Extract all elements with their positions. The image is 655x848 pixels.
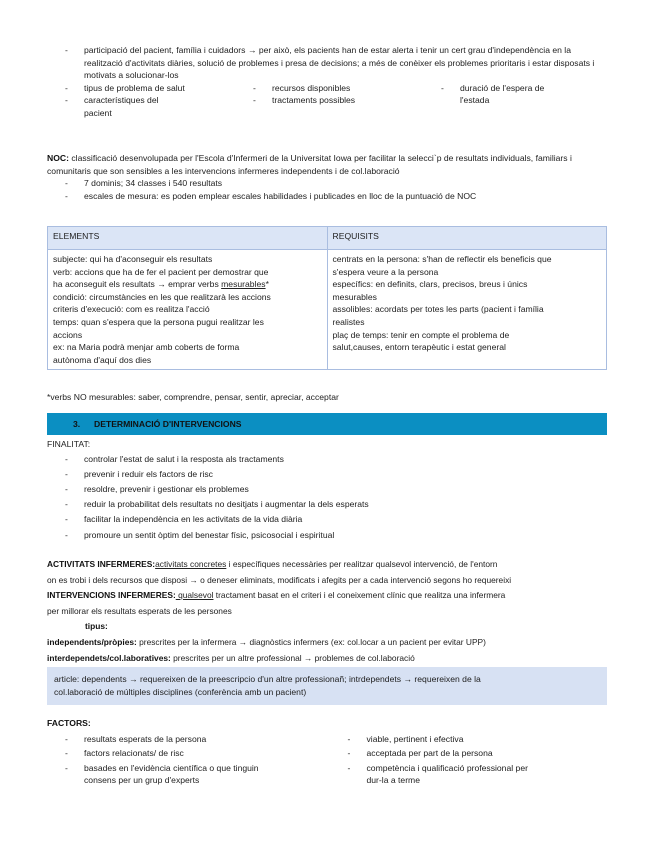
cell-line: assolibles: acordats per totes les parts (pacient i família [332,304,544,315]
list-item: - promoure un sentit òptim del benestar físic, psicosocial i espiritual [47,529,612,542]
activitats-term: ACTIVITATS INFERMERES: [47,559,156,569]
cell-line [53,278,322,291]
intro-list [47,44,612,82]
activitats-line-1 [47,558,617,571]
intro-col-1 [47,82,235,120]
footnote-marker: * [265,279,269,290]
intervencions-text: tractament basat en el criteri i el coneixement clínic que realitza una infermera [213,590,506,601]
list-item: - basades en l'evidència científica o que tinguin consens per un grup d'experts [47,762,330,787]
list-item: - participació del pacient, família i cuidadors → per això, els pacients han de estar alerta i tenir un cert grau d'independència en la realització d'activitats diàries, solució de problemes i presa de decisions; a més de conèixer els problemes prioritaris i estar disposats i motivats a solucionar-los [47,44,612,82]
footnote: *verbs NO mesurables: saber, comprendre, pensar, sentir, apreciar, acceptar [47,392,339,402]
intro-section [47,44,612,120]
list-item: - 7 dominis; 34 classes i 540 resultats [47,177,612,190]
finalitat-section [47,438,612,541]
elements-cell [48,250,328,370]
cell-text: ha aconseguit els resultats → emprar verbs [53,279,222,290]
factors-col-1 [47,733,330,787]
factors-label-wrap [47,717,612,730]
intervencions-line-2: per millorar els resultats esperats de les persones [47,605,232,616]
interdependents-text: prescrites per un altre professional → problemes de col.laboració [170,652,415,663]
cell-line: centrats en la persona: s'han de reflectir els beneficis que [332,254,552,264]
section-number: 3. [73,419,81,429]
cell-line: temps: quan s'espera que la persona pugui realitzar les [53,316,264,327]
noc-description: classificació desenvolupada per l'Escola d'Infermeri de la Universitat Iowa per facilitar la selecci`p de resultats individuals, familiars i comunitaris que son sensibles a les intervencions infermeres independents i de col.laboració [47,153,572,176]
cell-line: ex: na Maria podrà menjar amb coberts de forma [53,342,240,353]
cell-line: salut,causes, entorn terapèutic i estat general [332,342,506,353]
list-item: - tipus de problema de salut [47,82,235,95]
finalitat-label: FINALITAT: [47,439,91,449]
underlined-text: activitats concretes [155,559,227,569]
section-title: DETERMINACIÓ D'INTERVENCIONS [94,419,242,429]
list-item: - recursos disponibles [235,82,423,95]
intervencions-term: INTERVENCIONS INFERMERES: [47,590,176,601]
elements-requisits-table [47,226,607,370]
cell-line: autònoma d'aquí dos dies [53,354,152,365]
factors-columns [47,733,612,787]
underlined-text: qualsevol [175,590,214,601]
table-row [48,250,607,370]
list-item: - reduir la probabilitat dels resultats no desitjats i augmentar la dels esperats [47,498,612,511]
cell-line: subjecte: qui ha d'aconseguir els resultats [53,254,213,264]
tipus-label [47,620,617,633]
table-header-requisits: REQUISITS [327,227,607,250]
list-item: - característiques del pacient [47,94,235,119]
requisits-cell [327,250,607,370]
underlined-text: mesurables [221,279,266,290]
cell-line: criteris d'execució: com es realitza l'acció [53,304,210,315]
noc-paragraph [47,152,612,177]
cell-line: s'espera veure a la persona [332,266,439,277]
list-item: - factors relacionats/ de risc [47,747,330,760]
noc-term: NOC: [47,153,69,163]
independents-text: prescrites per la infermera → diagnòstics infermers (ex: col.locar a un pacient per evitar UPP) [136,636,486,647]
intervencions-line-1 [47,589,617,602]
list-item: - viable, pertinent i efectiva [330,733,613,746]
independents-term: independents/pròpies: [47,636,137,647]
note-line-2: col.laboració de múltiples disciplines (conferència amb un pacient) [54,686,307,697]
table-header-elements: ELEMENTS [48,227,328,250]
note-line-1: article: dependents → requereixen de la preescripcio d'un altre professionañ; intrdependets → requereixen de la [54,674,481,684]
cell-line: plaç de temps: tenir en compte el problema de [332,329,510,340]
cell-line: específics: en definits, clars, precisos, breus i únics [332,279,528,290]
tipus-text: tipus: [85,621,108,632]
list-item: - controlar l'estat de salut i la resposta als tractaments [47,453,612,466]
list-item: - escales de mesura: es poden emplear escales habilidades i publicades en lloc de la puntuació de NOC [47,190,612,203]
activitats-line-2: on es trobi i dels recursos que disposi → o deneser eliminats, modificats i afegits per a cada intervenció segons ho requereixi [47,574,512,585]
table-header-row [48,227,607,250]
independents-line [47,636,617,649]
list-item: - prevenir i reduir els factors de risc [47,468,612,481]
intro-col-3 [423,82,611,120]
intro-columns [47,82,612,120]
list-item: - duració de l'espera de l'estada [423,82,611,107]
cell-line: realistes [332,316,365,327]
article-note [47,667,607,705]
noc-section [47,152,612,202]
factors-section [47,717,612,787]
cell-line: condició: circumstàncies en les que realitzarà les accions [53,291,271,302]
definitions-section [47,558,617,664]
noc-list [47,177,612,202]
interdependents-term: interdependets/col.laboratives: [47,652,171,663]
list-item: - facilitar la independència en les activitats de la vida diària [47,513,612,526]
list-item: - competència i qualificació professional per dur-la a terme [330,762,613,787]
section-header [47,413,607,435]
list-item: - tractaments possibles [235,94,423,107]
list-item: - resoldre, prevenir i gestionar els problemes [47,483,612,496]
list-item: - resultats esperats de la persona [47,733,330,746]
cell-line: accions [53,329,83,340]
cell-line: mesurables [332,291,377,302]
factors-col-2 [330,733,613,787]
cell-line: verb: accions que ha de fer el pacient per demostrar que [53,266,269,277]
intro-col-2 [235,82,423,120]
factors-label: FACTORS: [47,718,91,728]
list-item: - acceptada per part de la persona [330,747,613,760]
finalitat-list [47,453,612,542]
interdependents-line [47,652,617,665]
activitats-text: i específiques necessàries per realitzar qualsevol intervenció, de l'entorn [226,559,498,569]
